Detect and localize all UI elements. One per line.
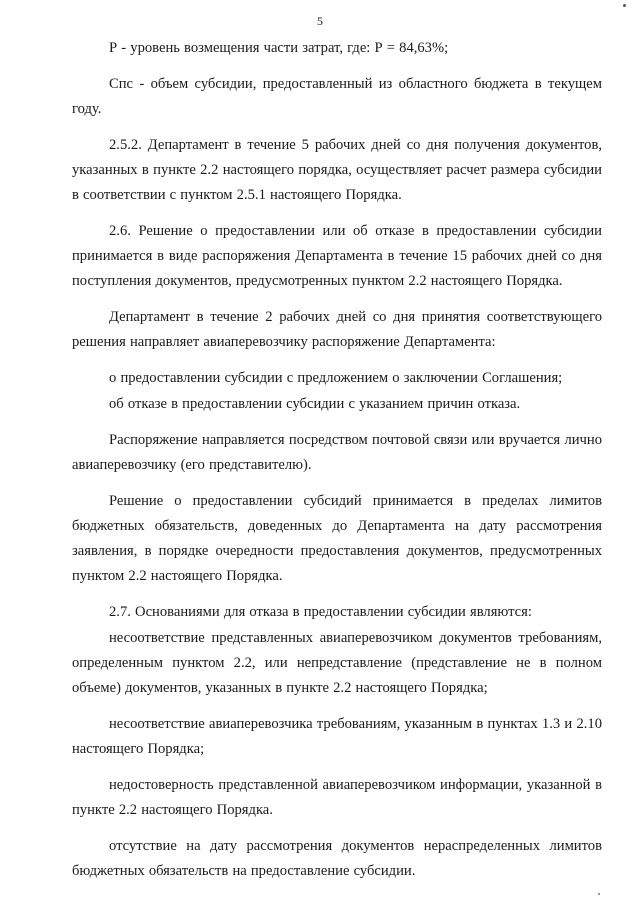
list-item-false-information: недостоверность представленной авиаперевозчиком информации, указанной в пункте 2.2 настоящего Порядка. [72, 777, 602, 818]
paragraph-2-6: 2.6. Решение о предоставлении или об отказе в предоставлении субсидии принимается в виде распоряжения Департамента в течение 15 рабочих дней со дня поступления документов, предусмотренных пунктом 2.2 настоящего Порядка. [72, 223, 602, 289]
page-number: 5 [317, 14, 323, 28]
list-item-no-limits: отсутствие на дату рассмотрения документов нераспределенных лимитов бюджетных обязательств на предоставление субсидии. [72, 838, 602, 879]
paragraph-2-7: 2.7. Основаниями для отказа в предоставлении субсидии являются: [109, 604, 532, 620]
paragraph-p-definition: Р - уровень возмещения части затрат, где: Р = 84,63%; [109, 40, 449, 56]
scan-mark [623, 4, 626, 7]
document-body [72, 36, 602, 895]
paragraph-department-decision: Департамент в течение 2 рабочих дней со дня принятия соответствующего решения направляет авиаперевозчику распоряжение Департамента: [72, 309, 602, 350]
list-item-grant: о предоставлении субсидии с предложением о заключении Соглашения; [109, 370, 563, 386]
paragraph-sps-definition: Спс - объем субсидии, предоставленный из областного бюджета в текущем году. [72, 76, 602, 117]
paragraph-2-5-2: 2.5.2. Департамент в течение 5 рабочих дней со дня получения документов, указанных в пункте 2.2 настоящего порядка, осуществляет расчет размера субсидии в соответствии с пунктом 2.5.1 настоящего Порядка. [72, 137, 602, 203]
list-item-refusal: об отказе в предоставлении субсидии с указанием причин отказа. [109, 396, 521, 412]
list-item-documents-mismatch: несоответствие представленных авиаперевозчиком документов требованиям, определенным пунктом 2.2, или непредставление (представление не в полном объеме) документов, указанных в пункте 2.2 настоящего Порядка; [72, 630, 602, 696]
list-item-carrier-mismatch: несоответствие авиаперевозчика требованиям, указанным в пунктах 1.3 и 2.10 настоящего Порядка; [72, 716, 602, 757]
paragraph-delivery: Распоряжение направляется посредством почтовой связи или вручается лично авиаперевозчику (его представителю). [72, 432, 602, 473]
paragraph-limits: Решение о предоставлении субсидий принимается в пределах лимитов бюджетных обязательств, доведенных до Департамента на дату рассмотрения заявления, в порядке очередности предоставления документов, предусмотренных пунктом 2.2 настоящего Порядка. [72, 493, 602, 584]
scan-mark-bottom [598, 893, 600, 895]
